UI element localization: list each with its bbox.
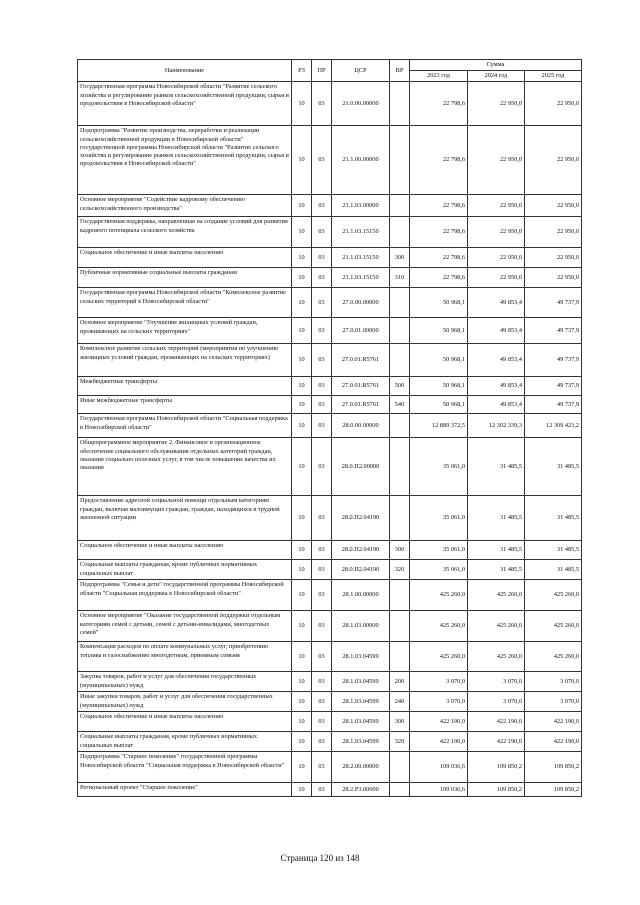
row-rz: 10 [292, 783, 312, 797]
table-row [78, 496, 582, 541]
row-name: Региональный проект "Старшее поколение" [78, 783, 292, 797]
row-vr: 300 [390, 248, 410, 268]
row-vr [390, 642, 410, 672]
row-value-2023: 50 968,1 [410, 344, 468, 377]
table-row [78, 268, 582, 288]
header-year-2023: 2023 год [410, 71, 468, 82]
row-value-2025: 49 737,9 [525, 377, 582, 396]
row-rz: 10 [292, 195, 312, 217]
row-csr: 28.1.00.00000 [332, 580, 390, 611]
row-value-2023: 50 968,1 [410, 396, 468, 414]
row-pr: 03 [312, 496, 332, 541]
row-rz: 10 [292, 396, 312, 414]
row-csr: 28.0.П2.04190 [332, 541, 390, 560]
row-value-2025: 22 950,0 [525, 82, 582, 126]
row-rz: 10 [292, 82, 312, 126]
row-rz: 10 [292, 560, 312, 580]
row-csr: 28.1.03.04599 [332, 692, 390, 712]
row-value-2025: 22 950,0 [525, 126, 582, 195]
row-value-2025: 22 950,0 [525, 248, 582, 268]
row-vr [390, 783, 410, 797]
row-value-2025: 422 190,0 [525, 732, 582, 752]
row-csr: 28.1.03.04599 [332, 672, 390, 692]
row-vr: 320 [390, 560, 410, 580]
row-value-2024: 49 853,4 [468, 344, 525, 377]
row-value-2024: 31 485,5 [468, 541, 525, 560]
row-pr: 03 [312, 414, 332, 438]
row-vr [390, 82, 410, 126]
row-rz: 10 [292, 496, 312, 541]
row-value-2024: 22 950,0 [468, 248, 525, 268]
row-value-2024: 49 853,4 [468, 288, 525, 318]
row-csr: 27.0.01.00000 [332, 318, 390, 344]
row-vr [390, 126, 410, 195]
row-value-2025: 22 950,0 [525, 195, 582, 217]
header-year-2025: 2025 год [525, 71, 582, 82]
row-value-2023: 22 798,6 [410, 248, 468, 268]
row-rz: 10 [292, 541, 312, 560]
row-value-2023: 22 798,6 [410, 126, 468, 195]
row-vr: 540 [390, 396, 410, 414]
row-value-2025: 31 485,5 [525, 438, 582, 496]
row-value-2023: 22 798,6 [410, 217, 468, 248]
page-number: Страница 120 из 148 [280, 853, 360, 863]
row-name: Иные межбюджетные трансферты [78, 396, 292, 414]
row-name: Комплексное развитие сельских территорий (мероприятия по улучшению жилищных условий граждан, проживающих на сельских территориях) [78, 344, 292, 377]
row-csr: 28.2.00.00000 [332, 752, 390, 783]
row-name: Социальные выплаты гражданам, кроме публичных нормативных социальных выплат [78, 560, 292, 580]
row-value-2024: 49 853,4 [468, 396, 525, 414]
row-pr: 03 [312, 783, 332, 797]
row-pr: 03 [312, 396, 332, 414]
budget-table [77, 59, 582, 797]
table-row [78, 126, 582, 195]
row-vr [390, 611, 410, 642]
row-csr: 21.0.00.00000 [332, 82, 390, 126]
row-value-2025: 422 190,0 [525, 712, 582, 732]
row-rz: 10 [292, 732, 312, 752]
table-row [78, 692, 582, 712]
row-value-2023: 35 061,0 [410, 496, 468, 541]
row-value-2023: 109 036,6 [410, 752, 468, 783]
row-pr: 03 [312, 712, 332, 732]
row-value-2025: 22 950,0 [525, 217, 582, 248]
row-csr: 28.1.03.04599 [332, 732, 390, 752]
row-pr: 03 [312, 344, 332, 377]
row-value-2024: 22 950,0 [468, 82, 525, 126]
row-name: Публичные нормативные социальные выплаты гражданам [78, 268, 292, 288]
header-rz: РЗ [292, 60, 312, 82]
row-csr: 28.0.00.00000 [332, 414, 390, 438]
row-value-2024: 425 260,0 [468, 611, 525, 642]
row-value-2023: 50 968,1 [410, 318, 468, 344]
row-value-2025: 425 260,0 [525, 642, 582, 672]
row-vr: 310 [390, 268, 410, 288]
row-pr: 03 [312, 195, 332, 217]
row-name: Иные закупки товаров, работ и услуг для обеспечения государственных (муниципальных) нужд [78, 692, 292, 712]
row-value-2025: 49 737,9 [525, 344, 582, 377]
row-vr [390, 195, 410, 217]
row-name: Подпрограмма "Старшее поколение" государственной программы Новосибирской области "Социальная поддержка в Новосибирской области" [78, 752, 292, 783]
row-csr: 27.0.00.00000 [332, 288, 390, 318]
row-value-2025: 49 737,9 [525, 396, 582, 414]
row-value-2023: 50 968,1 [410, 288, 468, 318]
row-value-2024: 3 070,0 [468, 692, 525, 712]
table-row [78, 318, 582, 344]
row-value-2024: 425 260,0 [468, 580, 525, 611]
row-value-2025: 425 260,0 [525, 580, 582, 611]
row-value-2025: 425 260,0 [525, 611, 582, 642]
row-vr [390, 217, 410, 248]
table-row [78, 560, 582, 580]
row-name: Компенсация расходов по оплате коммунальных услуг, приобретению топлива и газоснабжению многодетным, приемным семьям [78, 642, 292, 672]
header-csr: ЦСР [332, 60, 390, 82]
row-vr: 240 [390, 692, 410, 712]
row-value-2024: 31 485,5 [468, 496, 525, 541]
row-pr: 03 [312, 248, 332, 268]
row-value-2023: 422 190,0 [410, 712, 468, 732]
row-rz: 10 [292, 642, 312, 672]
row-name: Подпрограмма "Семья и дети" государственной программы Новосибирской области "Социальная поддержка в Новосибирской области" [78, 580, 292, 611]
header-sum: Сумма [410, 60, 582, 71]
row-csr: 28.1.03.00000 [332, 611, 390, 642]
row-name: Государственная программа Новосибирской области "Развитие сельского хозяйства и регулирование рынков сельскохозяйственной продукции, сырья и продовольствия в Новосибирской области" [78, 82, 292, 126]
row-rz: 10 [292, 611, 312, 642]
row-value-2024: 22 950,0 [468, 195, 525, 217]
row-rz: 10 [292, 344, 312, 377]
row-pr: 03 [312, 672, 332, 692]
table-row [78, 580, 582, 611]
table-row [78, 642, 582, 672]
row-value-2025: 49 737,9 [525, 318, 582, 344]
row-vr: 500 [390, 377, 410, 396]
header-pr: ПР [312, 60, 332, 82]
row-value-2025: 31 485,5 [525, 496, 582, 541]
row-vr: 320 [390, 732, 410, 752]
row-csr: 21.1.00.00000 [332, 126, 390, 195]
row-rz: 10 [292, 377, 312, 396]
row-csr: 21.1.03.15150 [332, 268, 390, 288]
table-row [78, 82, 582, 126]
row-value-2025: 3 070,0 [525, 692, 582, 712]
row-rz: 10 [292, 318, 312, 344]
row-name: Основное мероприятие "Улучшение жилищных условий граждан, проживающих на сельских территориях" [78, 318, 292, 344]
row-name: Государственная программа Новосибирской области "Комплексное развитие сельских территорий в Новосибирской области" [78, 288, 292, 318]
row-value-2023: 35 061,0 [410, 438, 468, 496]
row-csr: 28.2.P3.00000 [332, 783, 390, 797]
table-row [78, 414, 582, 438]
row-value-2024: 109 850,2 [468, 752, 525, 783]
row-name: Предоставление адресной социальной помощи отдельным категориям граждан, включая малоимущих граждан, граждан, находящихся в трудной жизненной ситуации [78, 496, 292, 541]
row-value-2023: 22 798,6 [410, 268, 468, 288]
row-name: Общепрограммное мероприятие 2. Финансовое и организационное обеспечение социального обслуживания отдельных категорий граждан, оказания социально полезных услуг, в том числе повышение качества их оказания [78, 438, 292, 496]
row-rz: 10 [292, 126, 312, 195]
table-row [78, 217, 582, 248]
row-vr [390, 288, 410, 318]
table-row [78, 672, 582, 692]
row-vr [390, 752, 410, 783]
row-value-2025: 31 485,5 [525, 541, 582, 560]
row-pr: 03 [312, 560, 332, 580]
row-value-2024: 22 950,0 [468, 126, 525, 195]
row-rz: 10 [292, 217, 312, 248]
row-csr: 28.1.03.04599 [332, 642, 390, 672]
row-value-2023: 50 968,1 [410, 377, 468, 396]
row-pr: 03 [312, 611, 332, 642]
row-value-2024: 22 950,0 [468, 217, 525, 248]
row-value-2023: 35 061,0 [410, 541, 468, 560]
row-pr: 03 [312, 541, 332, 560]
row-csr: 21.1.03.15150 [332, 217, 390, 248]
row-vr: 200 [390, 672, 410, 692]
row-rz: 10 [292, 268, 312, 288]
table-row [78, 783, 582, 797]
row-value-2025: 109 850,2 [525, 783, 582, 797]
row-name: Государственная поддержка, направленная на создание условий для развития кадрового потенциала сельского хозяйства [78, 217, 292, 248]
table-row [78, 288, 582, 318]
table-row [78, 752, 582, 783]
row-pr: 03 [312, 268, 332, 288]
row-pr: 03 [312, 752, 332, 783]
row-vr [390, 318, 410, 344]
row-csr: 28.1.03.04599 [332, 712, 390, 732]
row-value-2025: 31 485,5 [525, 560, 582, 580]
row-value-2025: 22 950,0 [525, 268, 582, 288]
row-vr: 300 [390, 712, 410, 732]
table-row [78, 377, 582, 396]
row-name: Социальное обеспечение и иные выплаты населению [78, 541, 292, 560]
row-value-2023: 425 260,0 [410, 580, 468, 611]
row-csr: 27.0.01.R5761 [332, 396, 390, 414]
table-body [78, 82, 582, 797]
row-rz: 10 [292, 692, 312, 712]
row-name: Социальные выплаты гражданам, кроме публичных нормативных социальных выплат [78, 732, 292, 752]
row-pr: 03 [312, 580, 332, 611]
row-csr: 21.1.03.00000 [332, 195, 390, 217]
row-csr: 27.0.01.R5761 [332, 344, 390, 377]
row-rz: 10 [292, 672, 312, 692]
table-row [78, 396, 582, 414]
row-pr: 03 [312, 732, 332, 752]
row-value-2023: 109 036,6 [410, 783, 468, 797]
row-value-2023: 3 070,0 [410, 672, 468, 692]
row-vr [390, 580, 410, 611]
row-vr [390, 414, 410, 438]
row-pr: 03 [312, 438, 332, 496]
row-value-2024: 12 302 339,3 [468, 414, 525, 438]
row-csr: 28.0.П2.00000 [332, 438, 390, 496]
table-row [78, 438, 582, 496]
row-value-2025: 49 737,9 [525, 288, 582, 318]
table-row [78, 611, 582, 642]
row-vr [390, 496, 410, 541]
row-pr: 03 [312, 642, 332, 672]
row-rz: 10 [292, 712, 312, 732]
row-value-2024: 422 190,0 [468, 732, 525, 752]
row-name: Подпрограмма "Развитие производства, переработки и реализации сельскохозяйственной продукции в Новосибирской области" государственной программы Новосибирской области "Развитие сельского хозяйства и регулирование рынков сельскохозяйственной продукции, сырья и продовольствия в Новосибирской области" [78, 126, 292, 195]
row-value-2024: 49 853,4 [468, 377, 525, 396]
row-value-2023: 22 798,6 [410, 82, 468, 126]
row-value-2024: 425 260,0 [468, 642, 525, 672]
row-csr: 27.0.01.R5761 [332, 377, 390, 396]
row-csr: 28.0.П2.04190 [332, 560, 390, 580]
table-row [78, 195, 582, 217]
row-pr: 03 [312, 377, 332, 396]
row-value-2023: 12 889 372,5 [410, 414, 468, 438]
row-pr: 03 [312, 82, 332, 126]
row-rz: 10 [292, 414, 312, 438]
row-name: Государственная программа Новосибирской области "Социальная поддержка в Новосибирской области" [78, 414, 292, 438]
table-row [78, 712, 582, 732]
row-pr: 03 [312, 217, 332, 248]
row-pr: 03 [312, 288, 332, 318]
row-name: Социальное обеспечение и иные выплаты населению [78, 712, 292, 732]
row-vr [390, 344, 410, 377]
table-row [78, 541, 582, 560]
table-row [78, 732, 582, 752]
table-row [78, 248, 582, 268]
row-rz: 10 [292, 438, 312, 496]
row-value-2024: 422 190,0 [468, 712, 525, 732]
table-row [78, 344, 582, 377]
row-value-2025: 109 850,2 [525, 752, 582, 783]
row-value-2025: 12 309 423,2 [525, 414, 582, 438]
row-rz: 10 [292, 288, 312, 318]
row-vr [390, 438, 410, 496]
row-rz: 10 [292, 752, 312, 783]
row-name: Социальное обеспечение и иные выплаты населению [78, 248, 292, 268]
header-vr: ВР [390, 60, 410, 82]
row-value-2023: 422 190,0 [410, 732, 468, 752]
row-value-2024: 22 950,0 [468, 268, 525, 288]
row-value-2023: 425 260,0 [410, 642, 468, 672]
row-value-2023: 3 070,0 [410, 692, 468, 712]
row-value-2023: 35 061,0 [410, 560, 468, 580]
header-year-2024: 2024 год [468, 71, 525, 82]
row-name: Основное мероприятие "Оказание государственной поддержки отдельным категориям семей с детьми, семей с детьми-инвалидами, многодетных семей" [78, 611, 292, 642]
row-value-2024: 109 850,2 [468, 783, 525, 797]
row-pr: 03 [312, 318, 332, 344]
header-name: Наименование [78, 60, 292, 82]
row-rz: 10 [292, 248, 312, 268]
row-pr: 03 [312, 126, 332, 195]
row-value-2024: 31 485,5 [468, 438, 525, 496]
row-value-2024: 3 070,0 [468, 672, 525, 692]
row-value-2025: 3 070,0 [525, 672, 582, 692]
row-rz: 10 [292, 580, 312, 611]
row-value-2024: 49 853,4 [468, 318, 525, 344]
row-pr: 03 [312, 692, 332, 712]
row-value-2024: 31 485,5 [468, 560, 525, 580]
row-value-2023: 425 260,0 [410, 611, 468, 642]
row-name: Основное мероприятие "Содействие кадровому обеспечению сельскохозяйственного производства" [78, 195, 292, 217]
row-value-2023: 22 798,6 [410, 195, 468, 217]
row-csr: 28.0.П2.04190 [332, 496, 390, 541]
row-name: Закупка товаров, работ и услуг для обеспечения государственных (муниципальных) нужд [78, 672, 292, 692]
row-vr: 300 [390, 541, 410, 560]
row-csr: 21.1.03.15150 [332, 248, 390, 268]
row-name: Межбюджетные трансферты [78, 377, 292, 396]
